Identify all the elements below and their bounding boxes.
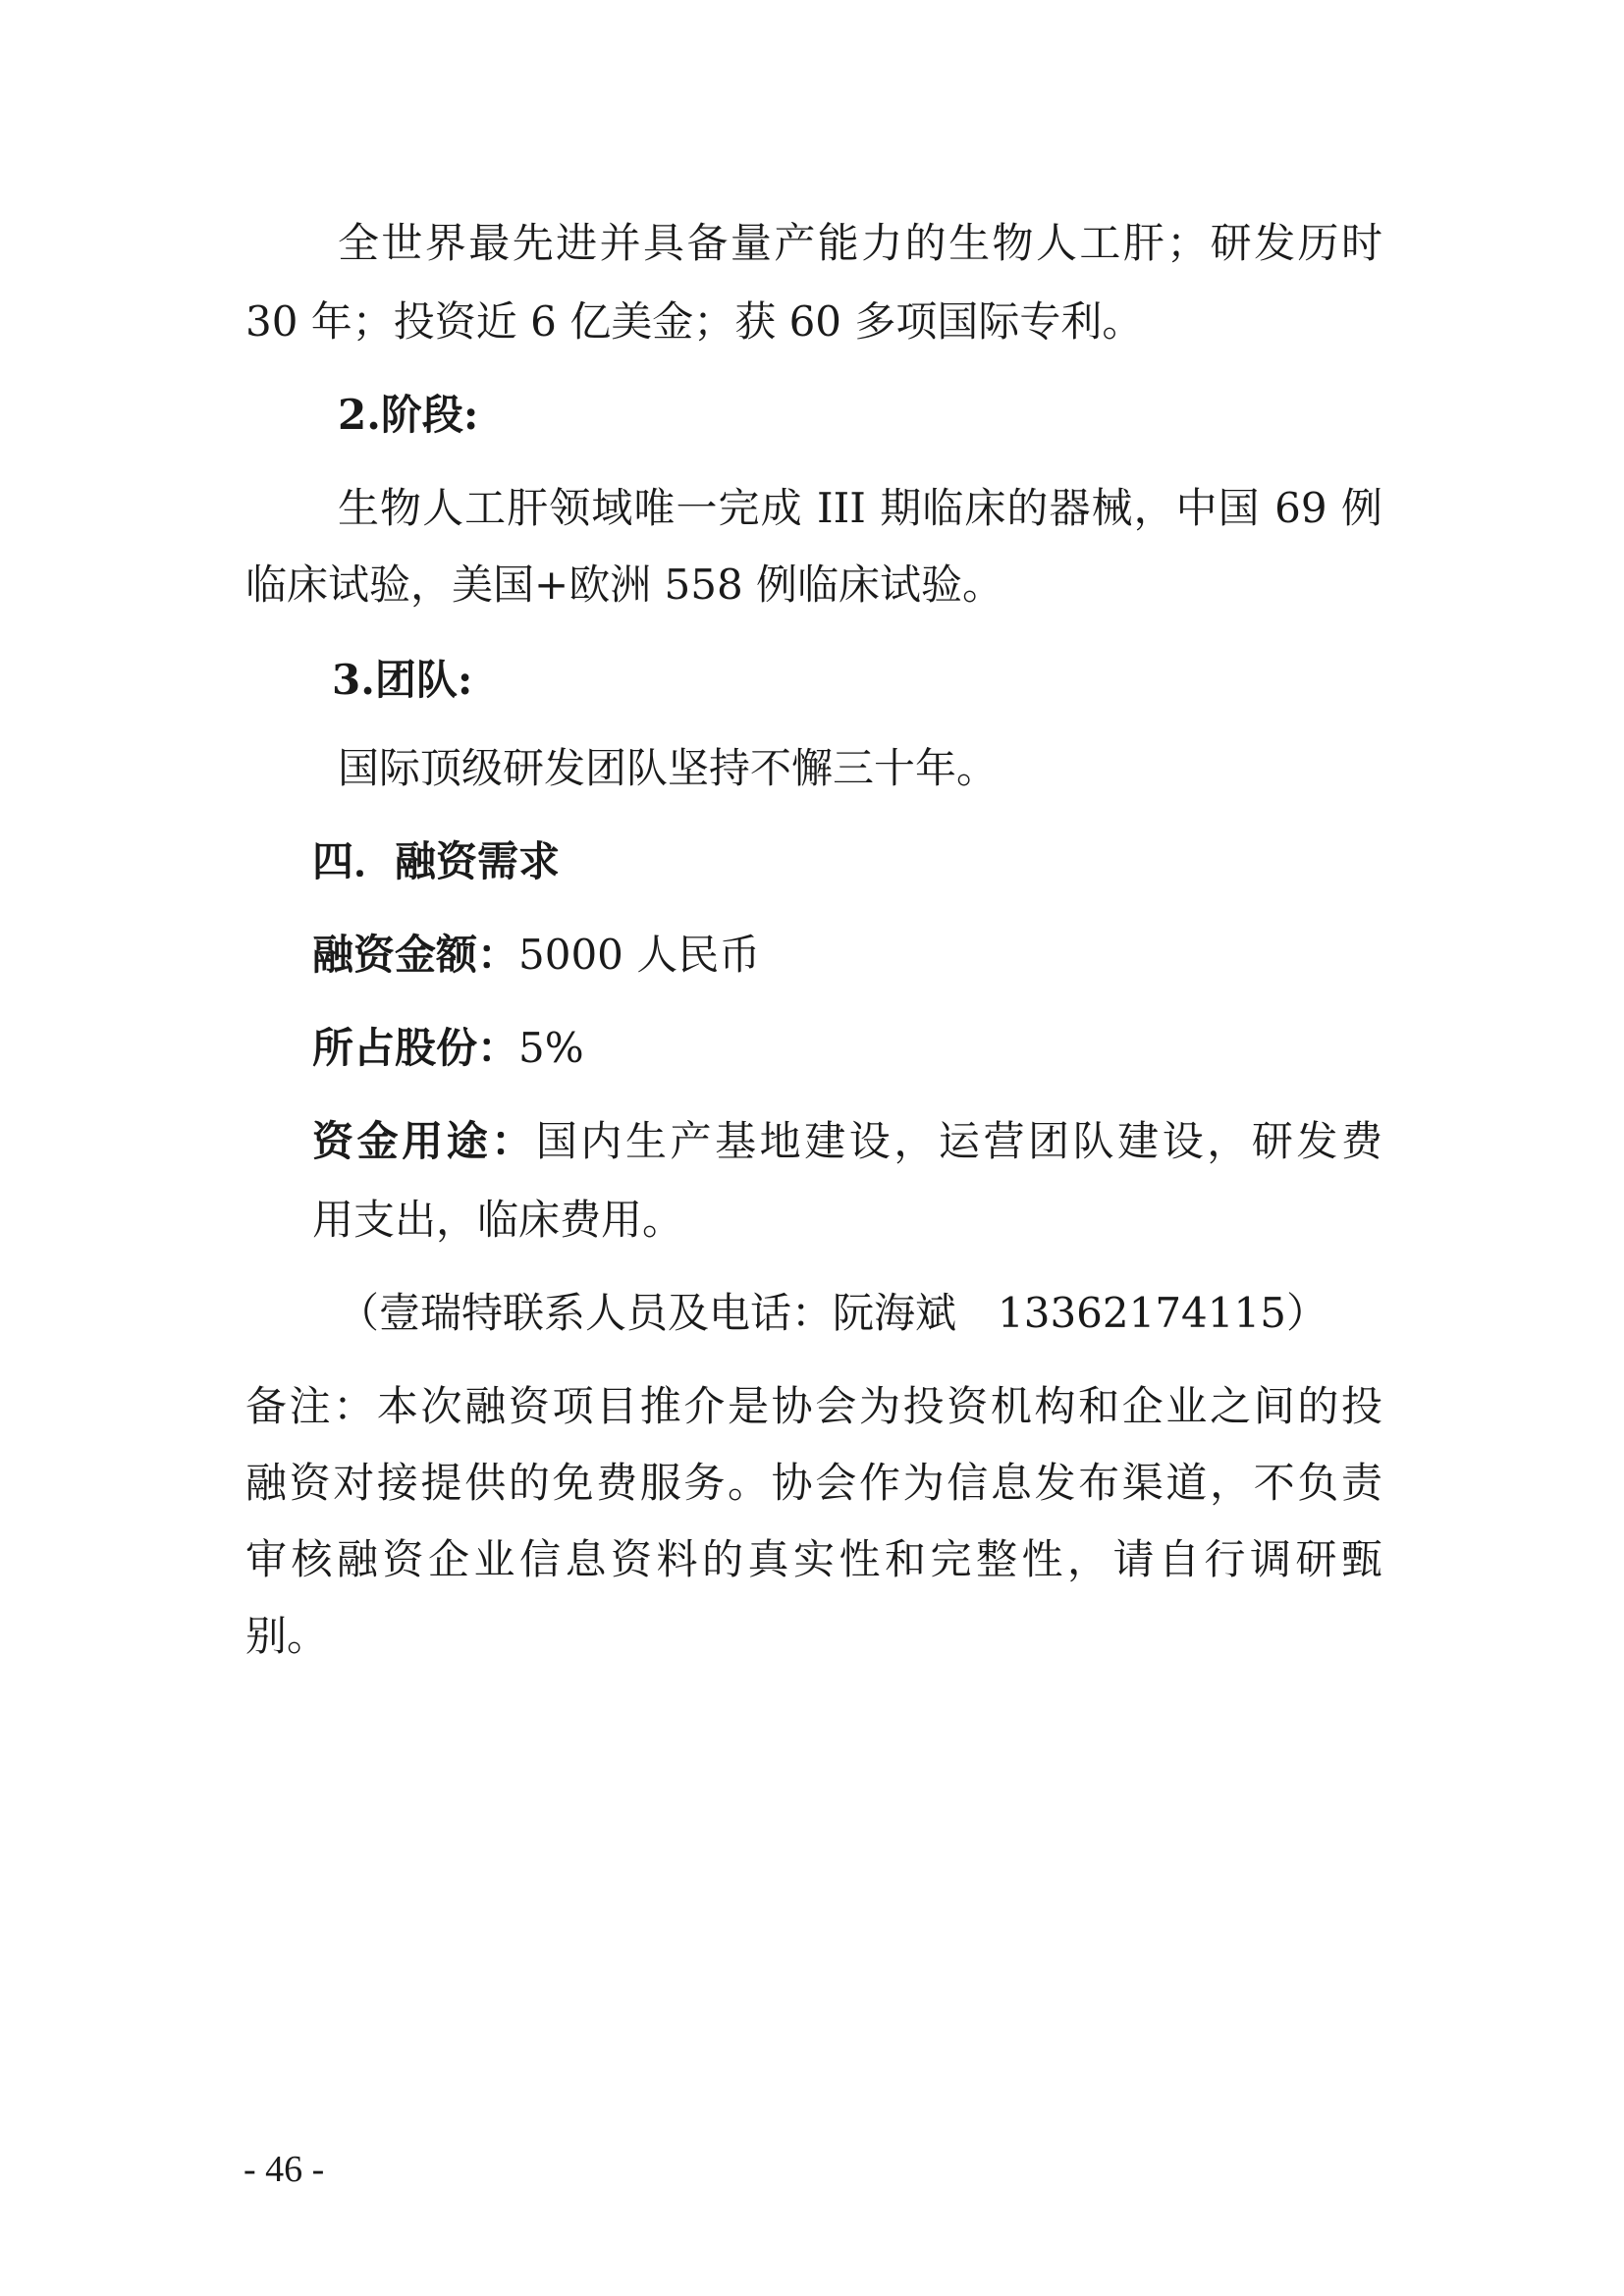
section-heading-stage: 2.阶段: bbox=[338, 391, 479, 439]
contact-line: （壹瑞特联系人员及电话：阮海斌 13362174115） bbox=[338, 1289, 1327, 1337]
paragraph-line: 生物人工肝领域唯一完成 III 期临床的器械，中国 69 例 bbox=[338, 484, 1382, 532]
note-line: 融资对接提供的免费服务。协会作为信息发布渠道，不负责 bbox=[245, 1459, 1382, 1507]
note-line: 别。 bbox=[245, 1612, 329, 1660]
section-heading-team: 3.团队: bbox=[332, 656, 473, 704]
financing-amount-label: 融资金额： bbox=[312, 931, 519, 979]
section-heading-financing: 四．融资需求 bbox=[312, 837, 561, 885]
equity-row bbox=[312, 1021, 584, 1076]
usage-row bbox=[312, 1114, 1382, 1169]
financing-amount-value: 5000 人民币 bbox=[518, 931, 761, 979]
financing-amount-row bbox=[312, 928, 760, 983]
paragraph-line: 全世界最先进并具备量产能力的生物人工肝；研发历时 bbox=[338, 219, 1382, 267]
equity-label: 所占股份： bbox=[312, 1024, 519, 1072]
usage-label: 资金用途： bbox=[312, 1117, 536, 1165]
paragraph-line: 国际顶级研发团队坚持不懈三十年。 bbox=[338, 744, 999, 792]
page-number: - 46 - bbox=[244, 2149, 325, 2190]
usage-value: 国内生产基地建设，运营团队建设，研发费 bbox=[535, 1117, 1382, 1165]
paragraph-line: 用支出，临床费用。 bbox=[312, 1196, 684, 1244]
note-line: 备注：本次融资项目推介是协会为投资机构和企业之间的投 bbox=[245, 1382, 1382, 1430]
paragraph-line: 临床试验，美国+欧洲 558 例临床试验。 bbox=[245, 561, 1004, 609]
note-line: 审核融资企业信息资料的真实性和完整性，请自行调研甄 bbox=[245, 1535, 1382, 1583]
equity-value: 5% bbox=[518, 1024, 584, 1072]
paragraph-line: 30 年；投资近 6 亿美金；获 60 多项国际专利。 bbox=[245, 297, 1144, 346]
